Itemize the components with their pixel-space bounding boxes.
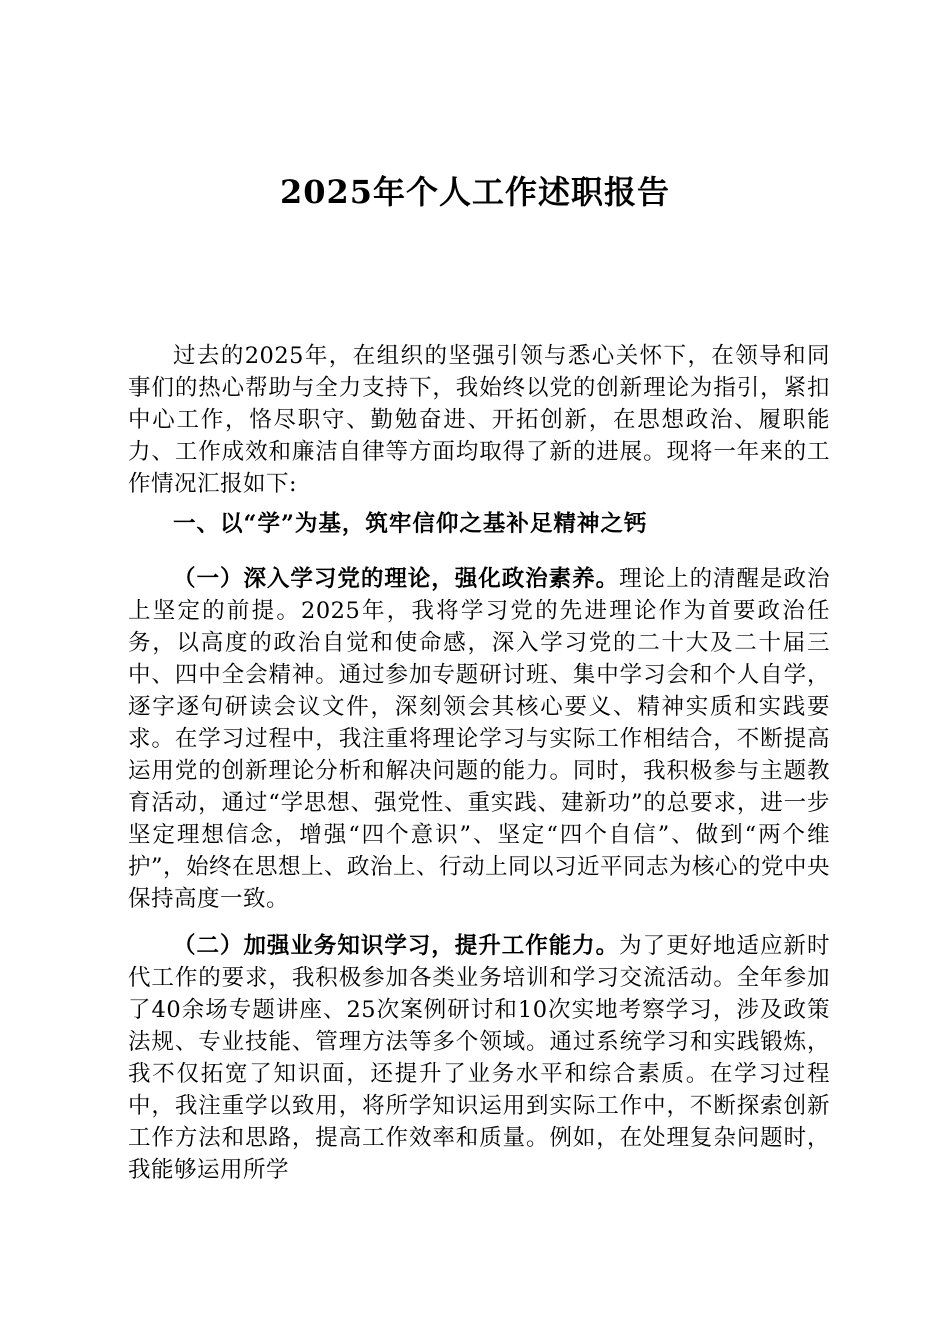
document-title: 2025年个人工作述职报告 — [279, 173, 671, 211]
subsection-2-text: 为了更好地适应新时代工作的要求，我积极参加各类业务培训和学习交流活动。全年参加了40余场专题讲座、25次案例研讨和10次实地考察学习，涉及政策法规、专业技能、管理方法等多个领域。通过系统学习和实践锻炼，我不仅拓宽了知识面，还提升了业务水平和综合素质。在学习过程中，我注重学以致用，将所学知识运用到实际工作中，不断探索创新工作方法和思路，提高工作效率和质量。例如，在处理复杂问题时，我能够运用所学 — [128, 933, 830, 1183]
subsection-1-paragraph — [128, 563, 830, 915]
subsection-1-text: 理论上的清醒是政治上坚定的前提。2025年，我将学习党的先进理论作为首要政治任务，以高度的政治自觉和使命感，深入学习党的二十大及二十届三中、四中全会精神。通过参加专题研讨班、集中学习会和个人自学，逐字逐句研读会议文件，深刻领会其核心要义、精神实质和实践要求。在学习过程中，我注重将理论学习与实际工作相结合，不断提高运用党的创新理论分析和解决问题的能力。同时，我积极参与主题教育活动，通过“学思想、强党性、重实践、建新功”的总要求，进一步坚定理想信念，增强“四个意识”、坚定“四个自信”、做到“两个维护”，始终在思想上、政治上、行动上同以习近平同志为核心的党中央保持高度一致。 — [128, 566, 831, 912]
subsection-2-paragraph — [128, 930, 830, 1186]
subsection-2-lead: （二）加强业务知识学习，提升工作能力。 — [173, 933, 620, 959]
intro-paragraph: 过去的2025年，在组织的坚强引领与悉心关怀下，在领导和同事们的热心帮助与全力支持下，我始终以党的创新理论为指引，紧扣中心工作，恪尽职守、勤勉奋进、开拓创新，在思想政治、履职能力、工作成效和廉洁自律等方面均取得了新的进展。现将一年来的工作情况汇报如下: — [128, 343, 830, 497]
subsection-1-lead: （一）深入学习党的理论，强化政治素养。 — [173, 566, 620, 592]
section-heading: 一、以“学”为基，筑牢信仰之基补足精神之钙 — [173, 511, 648, 537]
